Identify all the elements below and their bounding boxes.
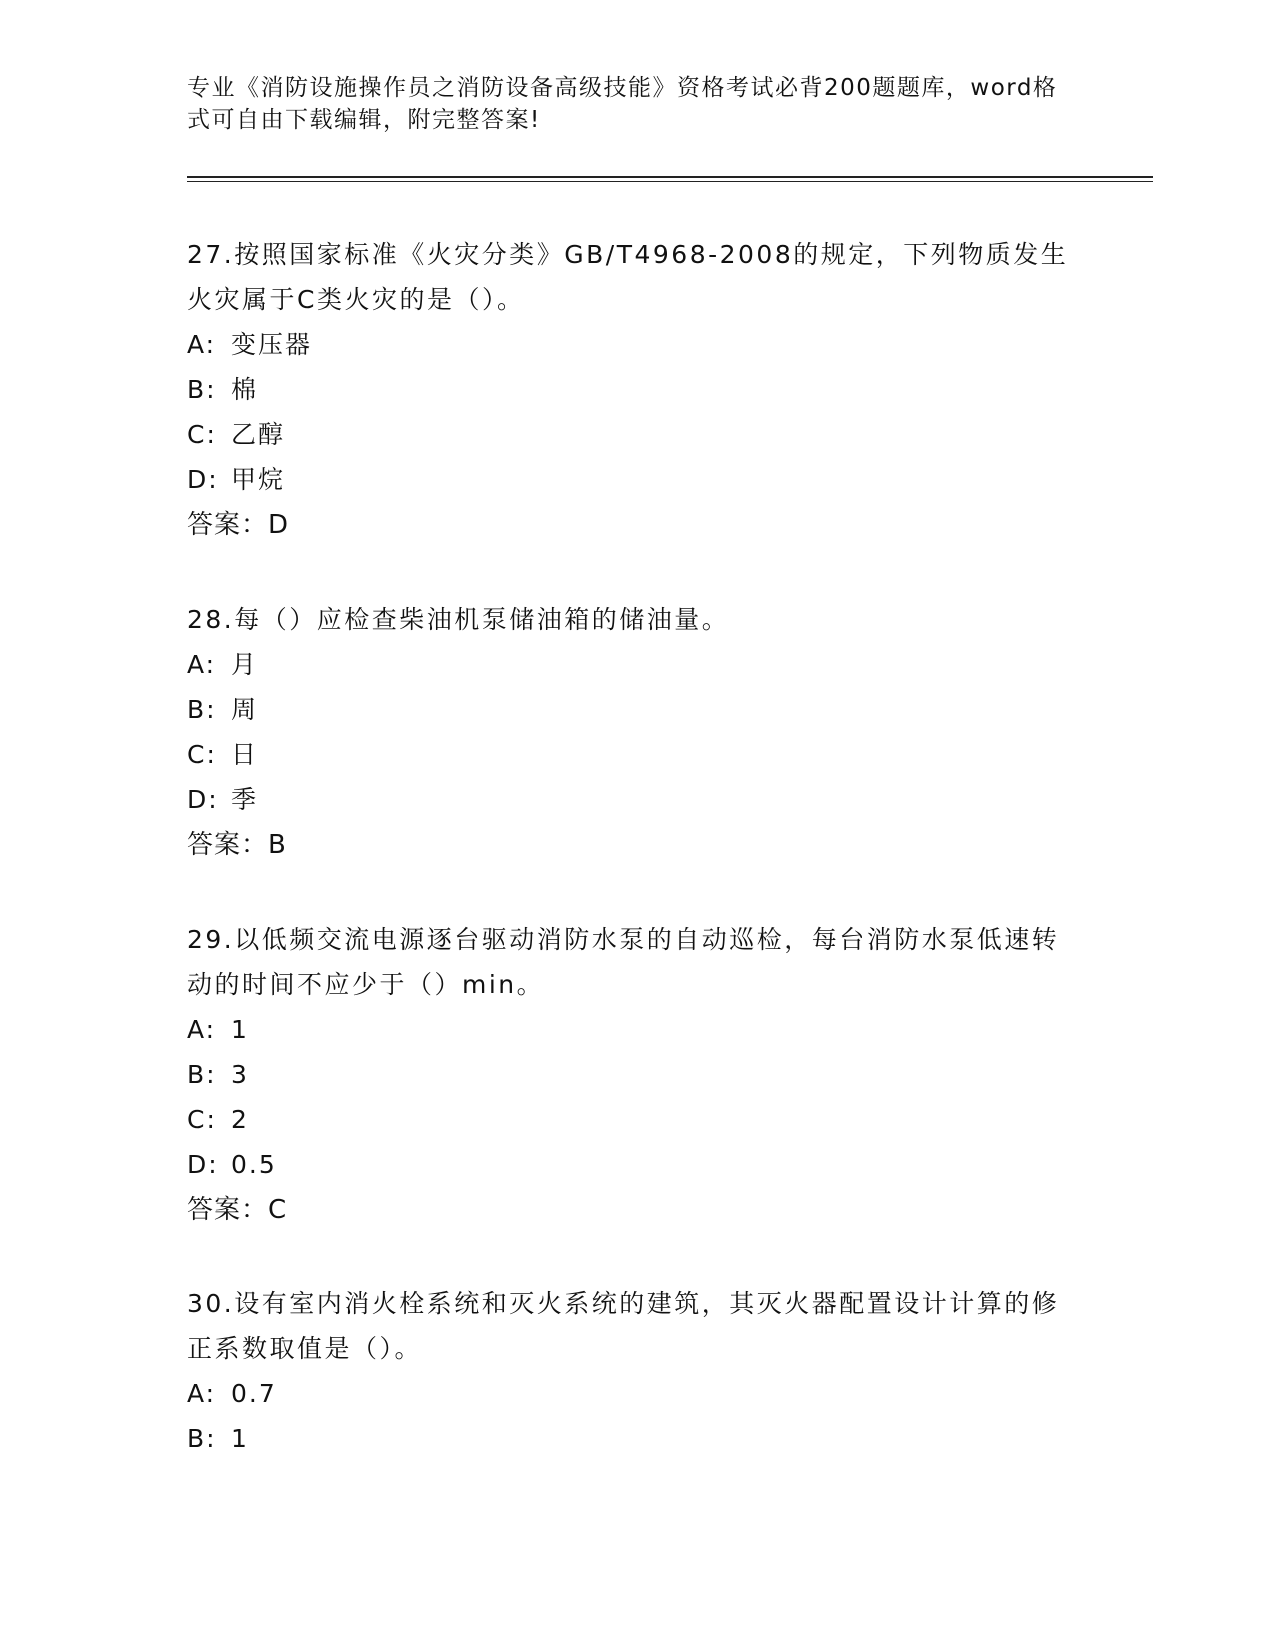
question-27 (187, 232, 1077, 548)
question-stem: 28.每（）应检查柴油机泵储油箱的储油量。 (187, 605, 730, 634)
option-text: 周 (231, 695, 259, 724)
option-text: 乙醇 (231, 420, 286, 449)
option-key: C: (187, 420, 217, 449)
question-28 (187, 597, 1077, 868)
option-d (187, 1142, 1077, 1187)
header-rule-thick (187, 176, 1153, 178)
option-text: 0.5 (231, 1150, 277, 1179)
option-c (187, 1097, 1077, 1142)
answer-line: 答案：C (187, 1195, 288, 1225)
option-text: 甲烷 (231, 465, 286, 494)
option-b (187, 367, 1077, 412)
answer-line: 答案：D (187, 510, 290, 540)
question-stem: 27.按照国家标准《火灾分类》GB/T4968-2008的规定，下列物质发生火灾属于C类火灾的是（）。 (187, 240, 1069, 314)
option-c (187, 732, 1077, 777)
option-text: 1 (231, 1424, 249, 1453)
option-key: D: (187, 1150, 219, 1179)
option-text: 棉 (231, 375, 259, 404)
option-text: 1 (231, 1015, 249, 1044)
option-key: B: (187, 1424, 217, 1453)
option-key: A: (187, 1015, 217, 1044)
question-stem: 30.设有室内消火栓系统和灭火系统的建筑，其灭火器配置设计计算的修正系数取值是（）。 (187, 1289, 1060, 1363)
option-d (187, 777, 1077, 822)
option-key: C: (187, 1105, 217, 1134)
option-key: D: (187, 785, 219, 814)
option-a (187, 1007, 1077, 1052)
option-text: 季 (231, 785, 259, 814)
option-a (187, 322, 1077, 367)
option-b (187, 687, 1077, 732)
option-text: 日 (231, 740, 259, 769)
option-text: 0.7 (231, 1379, 277, 1408)
option-text: 月 (231, 650, 259, 679)
option-key: A: (187, 1379, 217, 1408)
option-key: B: (187, 375, 217, 404)
option-text: 2 (231, 1105, 249, 1134)
option-b (187, 1416, 1077, 1461)
option-text: 变压器 (231, 330, 313, 359)
option-b (187, 1052, 1077, 1097)
option-key: D: (187, 465, 219, 494)
option-key: B: (187, 1060, 217, 1089)
header-rule-thin (187, 181, 1153, 182)
answer-line: 答案：B (187, 830, 287, 860)
document-header: 专业《消防设施操作员之消防设备高级技能》资格考试必背200题题库，word格式可自由下载编辑，附完整答案! (187, 75, 1058, 133)
option-key: A: (187, 650, 217, 679)
option-a (187, 642, 1077, 687)
question-30 (187, 1281, 1077, 1461)
option-a (187, 1371, 1077, 1416)
option-d (187, 457, 1077, 502)
option-c (187, 412, 1077, 457)
question-29 (187, 917, 1077, 1233)
option-text: 3 (231, 1060, 249, 1089)
option-key: B: (187, 695, 217, 724)
option-key: A: (187, 330, 217, 359)
option-key: C: (187, 740, 217, 769)
question-stem: 29.以低频交流电源逐台驱动消防水泵的自动巡检，每台消防水泵低速转动的时间不应少于（）min。 (187, 925, 1060, 999)
